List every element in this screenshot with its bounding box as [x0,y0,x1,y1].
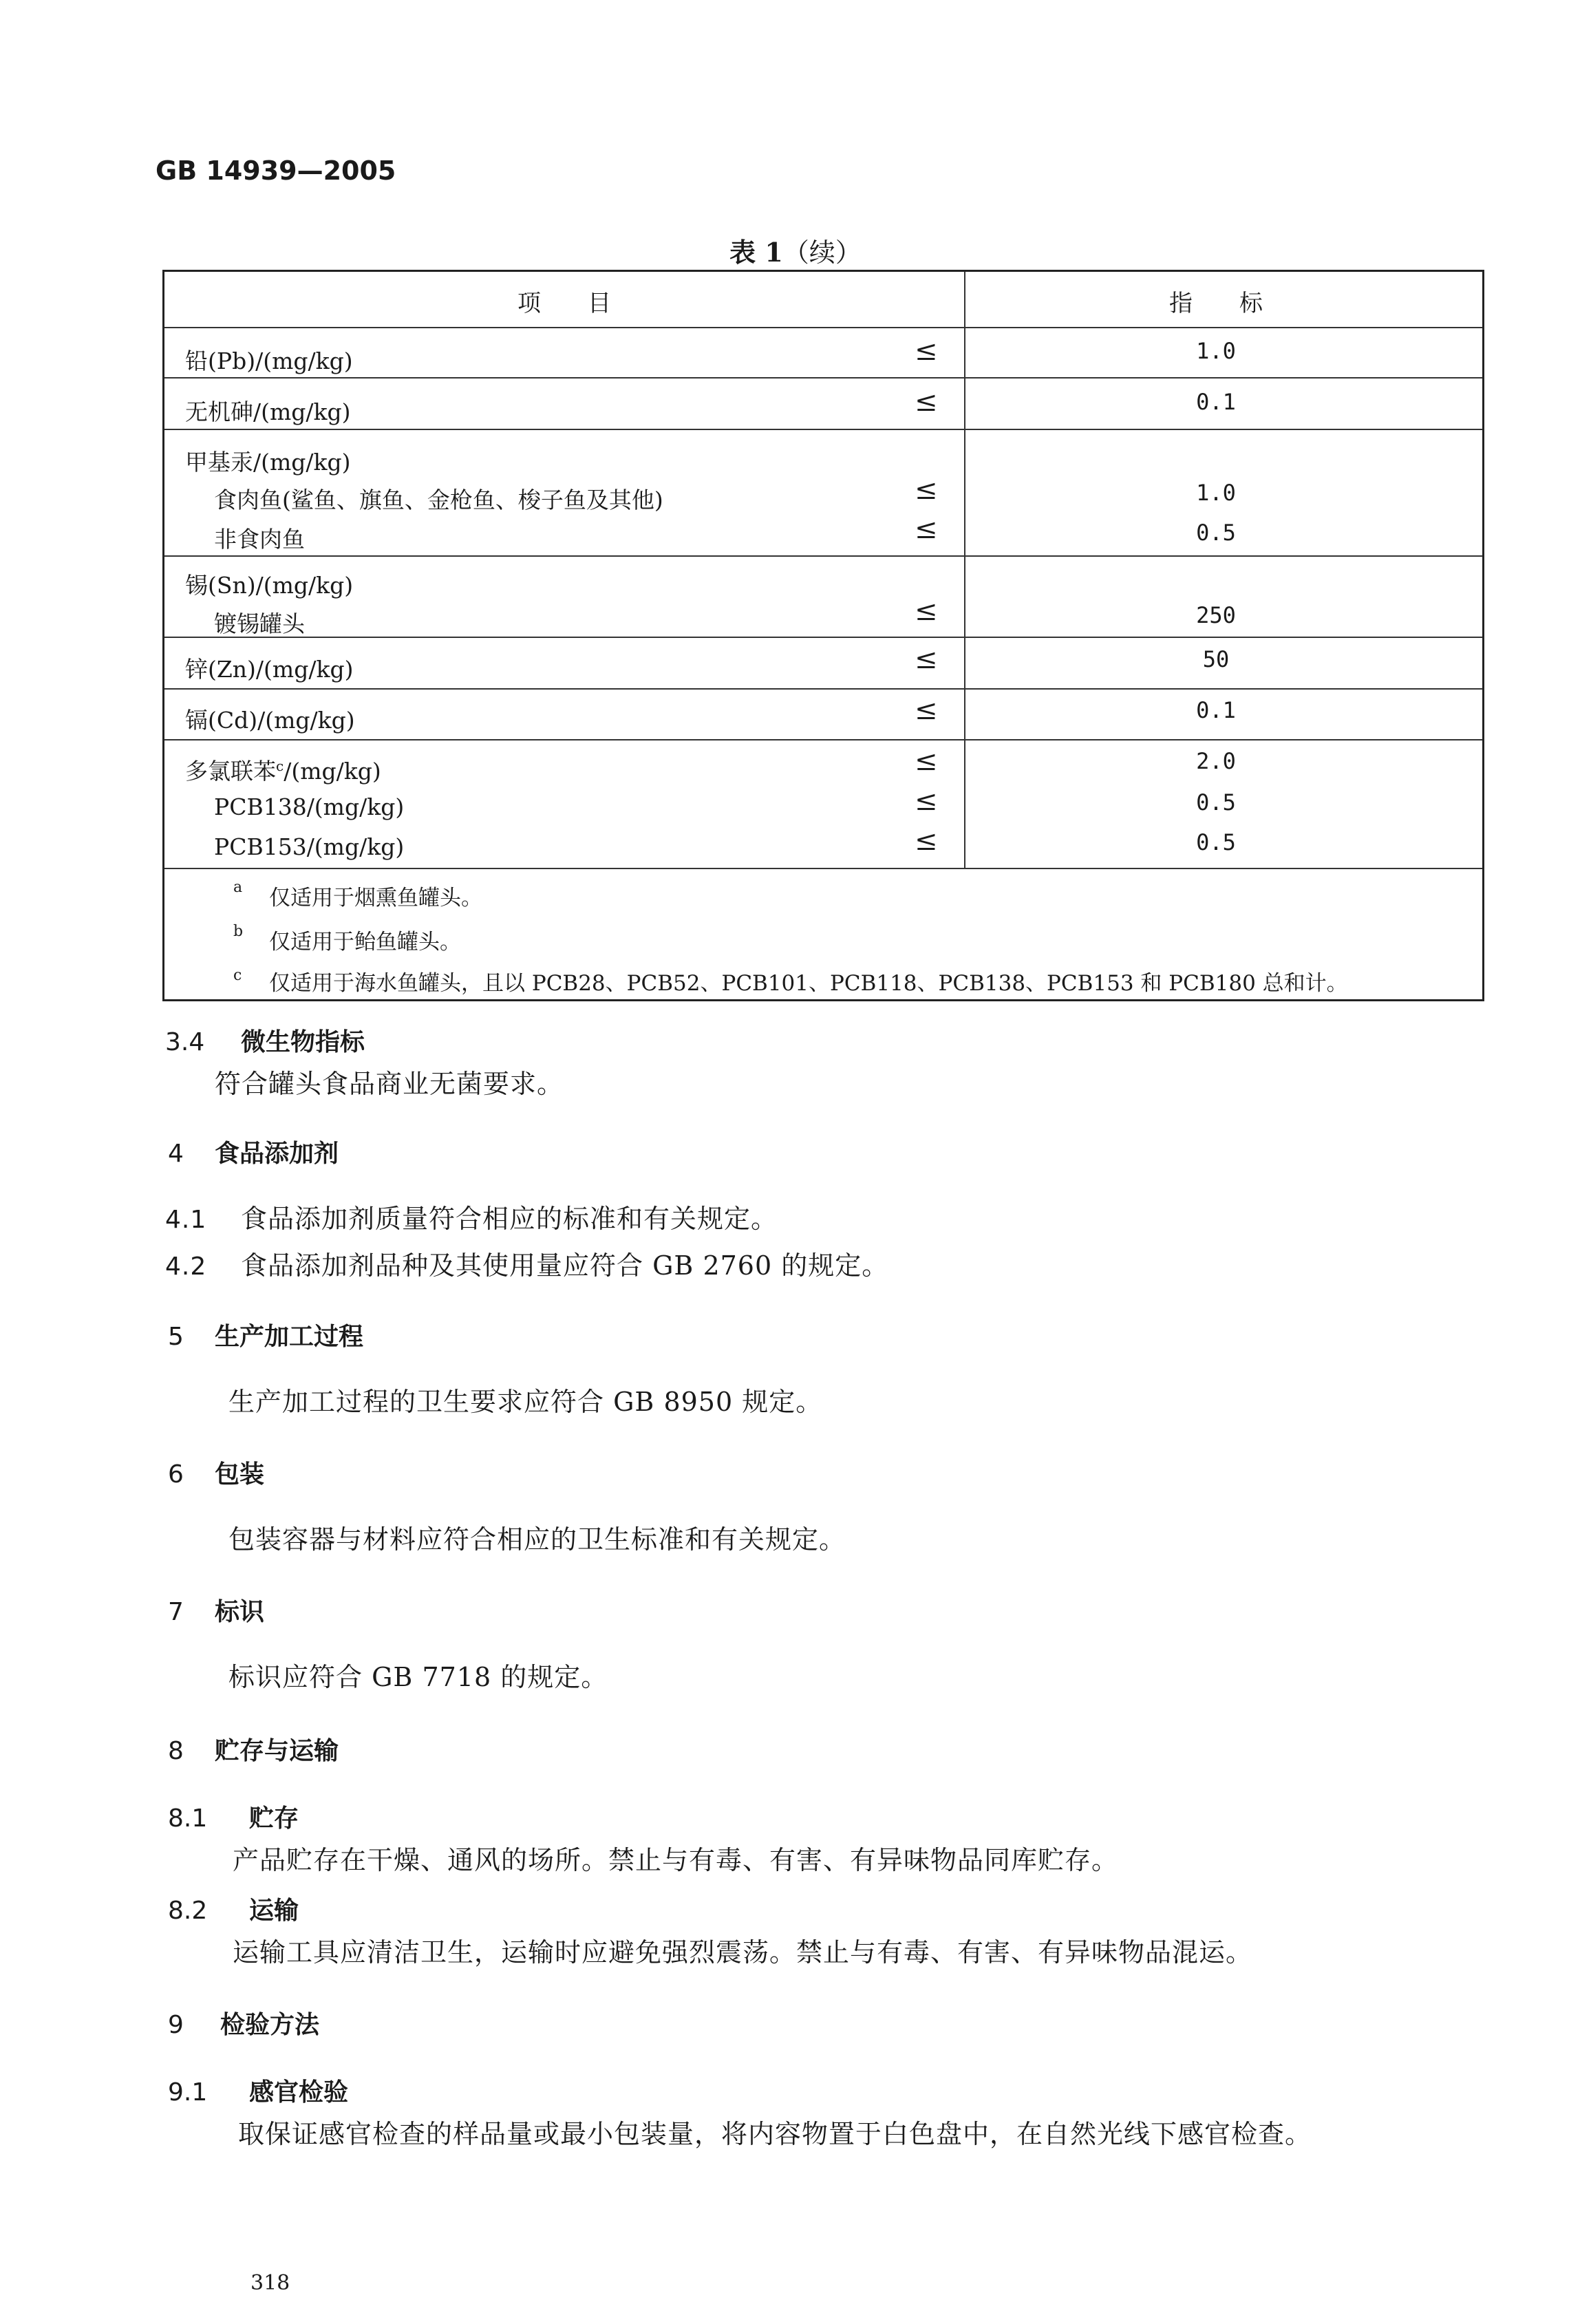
leq-symbol: ≤ [915,595,938,627]
leq-symbol: ≤ [915,785,938,817]
pcb-label-unit: /(mg/kg) [284,758,381,785]
section-8-1-heading [168,1799,299,1834]
leq-symbol: ≤ [915,643,938,675]
leq-symbol: ≤ [915,474,938,506]
value-carnivorous-fish: 1.0 [1196,480,1236,506]
table-rule [164,688,1482,690]
section-7-heading [168,1592,264,1628]
pcb-label-text: 多氯联苯 [185,758,276,785]
header-value: 指 标 [1169,290,1263,317]
leq-symbol: ≤ [915,694,938,726]
row-sublabel-pcb153: PCB153/(mg/kg) [214,833,405,860]
section-text: 食品添加剂品种及其使用量应符合 GB 2760 的规定。 [241,1250,889,1281]
section-title: 微生物指标 [241,1028,365,1056]
value-cadmium: 0.1 [1196,697,1236,723]
footnote-reference-c: c [276,758,284,774]
row-label-methylmercury: 甲基汞/(mg/kg) [185,449,351,476]
row-label-lead: 铅(Pb)/(mg/kg) [185,348,353,374]
section-5-text: 生产加工过程的卫生要求应符合 GB 8950 规定。 [228,1387,823,1417]
row-label-pcb [185,754,381,786]
table-rule [164,555,1482,557]
section-8-2-text: 运输工具应清洁卫生，运输时应避免强烈震荡。禁止与有毒、有害、有异味物品混运。 [233,1937,1253,1968]
section-number: 9.1 [168,2078,208,2107]
footnote-mark-c: c [233,967,242,984]
section-title: 感官检验 [249,2078,349,2107]
section-number: 5 [168,1323,184,1351]
value-tin: 250 [1196,602,1236,628]
section-6-heading [168,1455,264,1490]
table-rule [164,429,1482,430]
section-number: 8 [168,1737,184,1765]
section-text: 食品添加剂质量符合相应的标准和有关规定。 [241,1204,778,1234]
table-caption-continued: （续） [782,237,862,268]
leq-symbol: ≤ [915,745,938,777]
section-number: 3.4 [165,1028,205,1056]
section-7-text: 标识应符合 GB 7718 的规定。 [228,1662,608,1692]
section-9-1-heading [168,2073,348,2108]
header-item: 项 目 [517,290,611,317]
table-rule [164,868,1482,869]
section-title: 标识 [215,1598,265,1626]
section-5-heading [168,1317,363,1352]
leq-symbol: ≤ [915,513,938,545]
section-9-1-text: 取保证感官检查的样品量或最小包装量，将内容物置于白色盘中，在自然光线下感官检查。 [238,2119,1312,2149]
table-rule [164,327,1482,328]
row-sublabel-pcb138: PCB138/(mg/kg) [214,793,405,820]
footnote-mark-b: b [233,923,244,940]
section-title: 贮存与运输 [215,1737,339,1765]
row-sublabel-non-carnivorous-fish: 非食肉鱼 [214,526,305,553]
row-sublabel-carnivorous-fish: 食肉鱼(鲨鱼、旗鱼、金枪鱼、梭子鱼及其他) [214,487,663,513]
leq-symbol: ≤ [915,386,938,418]
section-9-heading [168,2005,319,2040]
section-number: 7 [168,1598,184,1626]
standard-code: GB 14939—2005 [156,156,396,186]
section-title: 检验方法 [220,2011,320,2039]
section-3-4-text: 符合罐头食品商业无菌要求。 [215,1069,564,1099]
section-title: 包装 [215,1460,265,1489]
table-rule [164,739,1482,740]
section-number: 4.2 [165,1252,207,1281]
row-label-arsenic: 无机砷/(mg/kg) [185,398,351,425]
value-zinc: 50 [1202,646,1230,672]
row-label-tin: 锡(Sn)/(mg/kg) [185,572,354,599]
section-3-4-heading [165,1023,365,1058]
section-number: 8.1 [168,1804,208,1833]
row-label-zinc: 锌(Zn)/(mg/kg) [185,656,354,683]
section-number: 4 [168,1140,184,1168]
leq-symbol: ≤ [915,825,938,857]
table-caption [0,231,1591,269]
footnote-a: 仅适用于烟熏鱼罐头。 [269,886,482,910]
footnote-c: 仅适用于海水鱼罐头，且以 PCB28、PCB52、PCB101、PCB118、PCB138、PCB153 和 PCB180 总和计。 [269,971,1348,996]
section-8-1-text: 产品贮存在干燥、通风的场所。禁止与有毒、有害、有异味物品同库贮存。 [233,1845,1119,1875]
section-number: 4.1 [165,1206,207,1234]
section-4-2 [165,1244,888,1282]
section-4-heading [168,1134,339,1169]
value-pcb: 2.0 [1196,748,1236,774]
value-arsenic: 0.1 [1196,389,1236,415]
section-title: 生产加工过程 [215,1323,364,1351]
leq-symbol: ≤ [915,335,938,367]
section-6-text: 包装容器与材料应符合相应的卫生标准和有关规定。 [228,1524,846,1555]
limits-table [162,270,1484,1001]
table-rule [164,377,1482,379]
value-pcb138: 0.5 [1196,789,1236,815]
section-number: 8.2 [168,1897,208,1925]
section-number: 9 [168,2011,184,2039]
section-8-2-heading [168,1891,299,1926]
row-sublabel-tinned-cans: 镀锡罐头 [214,610,305,637]
table-rule [164,637,1482,638]
value-pcb153: 0.5 [1196,829,1236,855]
value-lead: 1.0 [1196,338,1236,364]
section-title: 食品添加剂 [215,1140,339,1168]
row-label-cadmium: 镉(Cd)/(mg/kg) [185,707,355,734]
section-title: 运输 [249,1897,299,1925]
value-non-carnivorous-fish: 0.5 [1196,520,1236,546]
section-4-1 [165,1197,778,1235]
footnote-mark-a: a [233,879,243,896]
section-8-heading [168,1731,339,1767]
table-caption-number: 表 1 [729,237,783,268]
footnote-b: 仅适用于鲐鱼罐头。 [269,930,461,955]
section-number: 6 [168,1460,184,1489]
section-title: 贮存 [249,1804,299,1833]
page-number: 318 [250,2271,290,2295]
